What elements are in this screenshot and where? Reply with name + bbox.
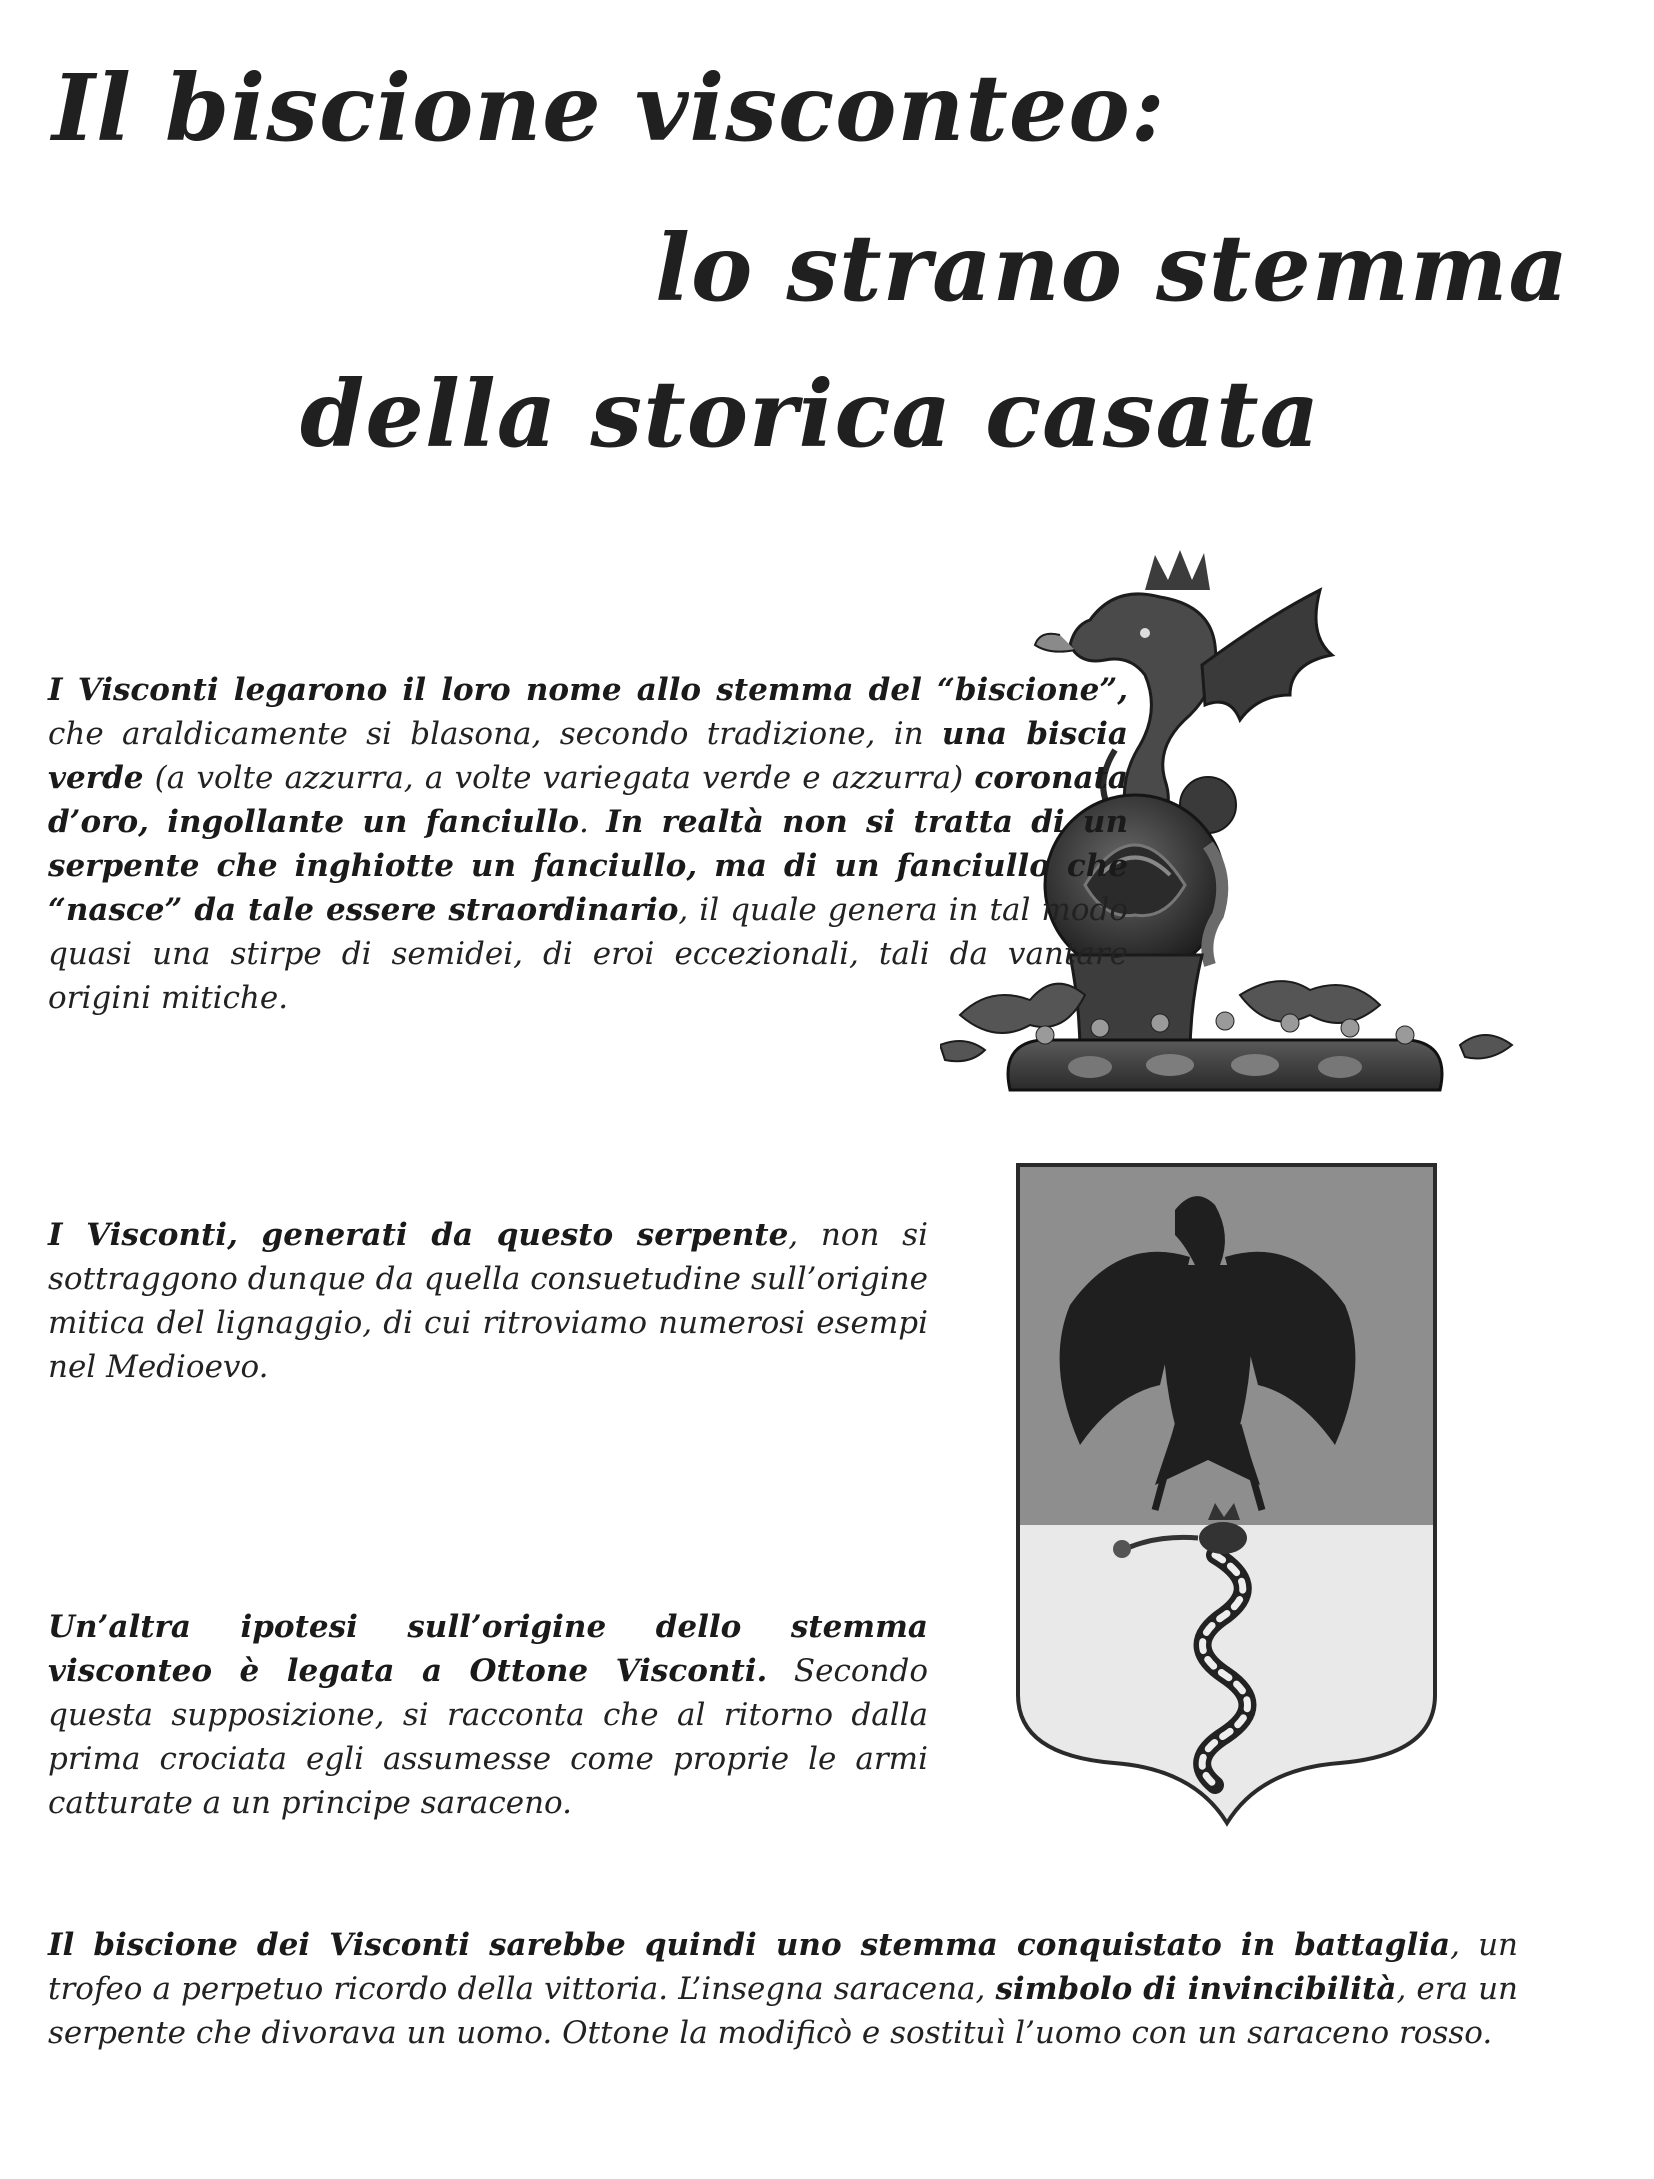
paragraph-battle-trophy-part-1: Il biscione dei Visconti sarebbe quindi uno stemma conquistato in battaglia: [48, 1927, 1451, 1963]
paragraph-battle-trophy: [48, 1923, 1518, 2055]
paragraph-battle-trophy-part-3: simbolo di invincibilità: [995, 1971, 1397, 2007]
paragraph-battle-trophy-part-2: , un trofeo a perpetuo ricordo della vittoria. L’insegna saracena,: [48, 1927, 1518, 2007]
title-line-3: della storica casata: [300, 360, 1321, 468]
paragraph-heraldry: [48, 668, 1128, 1020]
title-line-1: Il biscione visconteo:: [52, 54, 1166, 162]
title-line-2: lo strano stemma: [655, 214, 1570, 322]
paragraph-ottone-hypothesis-part-1: Un’altra ipotesi sull’origine dello stemma visconteo è legata a Ottone Visconti.: [48, 1609, 928, 1689]
paragraph-heraldry-part-3: una biscia verde: [48, 716, 1128, 796]
paragraph-ottone-hypothesis: [48, 1605, 928, 1825]
paragraph-heraldry-part-4: (a volte azzurra, a volte variegata verde e azzurra): [143, 760, 975, 796]
paragraph-ottone-hypothesis-part-2: Secondo questa supposizione, si racconta che al ritorno dalla prima crociata egli assumesse come proprie le armi catturate a un principe saraceno.: [48, 1653, 928, 1821]
paragraph-heraldry-part-8: , il quale genera in tal modo quasi una stirpe di semidei, di eroi eccezionali, tali da vantare origini mitiche.: [48, 892, 1128, 1016]
paragraph-mythic-origin-part-2: , non si sottraggono dunque da quella consuetudine sull’origine mitica del lignaggio, di cui ritroviamo numerosi esempi nel Medioevo.: [48, 1217, 928, 1385]
paragraph-mythic-origin-part-1: I Visconti, generati da questo serpente: [48, 1217, 789, 1253]
paragraph-heraldry-part-2: che araldicamente si blasona, secondo tradizione, in: [48, 716, 942, 752]
paragraph-heraldry-part-7: In realtà non si tratta di un serpente che inghiotte un fanciullo, ma di un fanciullo che “nasce” da tale essere straordinario: [48, 804, 1128, 928]
paragraph-heraldry-part-5: coronata d’oro, ingollante un fanciullo: [48, 760, 1128, 840]
paragraph-battle-trophy-part-4: , era un serpente che divorava un uomo. Ottone la modificò e sostituì l’uomo con un saraceno rosso.: [48, 1971, 1519, 2051]
paragraph-heraldry-part-1: I Visconti legarono il loro nome allo stemma del “biscione”,: [48, 672, 1128, 708]
crown-icon: [1008, 1012, 1442, 1090]
paragraph-mythic-origin: [48, 1213, 928, 1389]
paragraph-heraldry-part-6: .: [579, 804, 607, 840]
